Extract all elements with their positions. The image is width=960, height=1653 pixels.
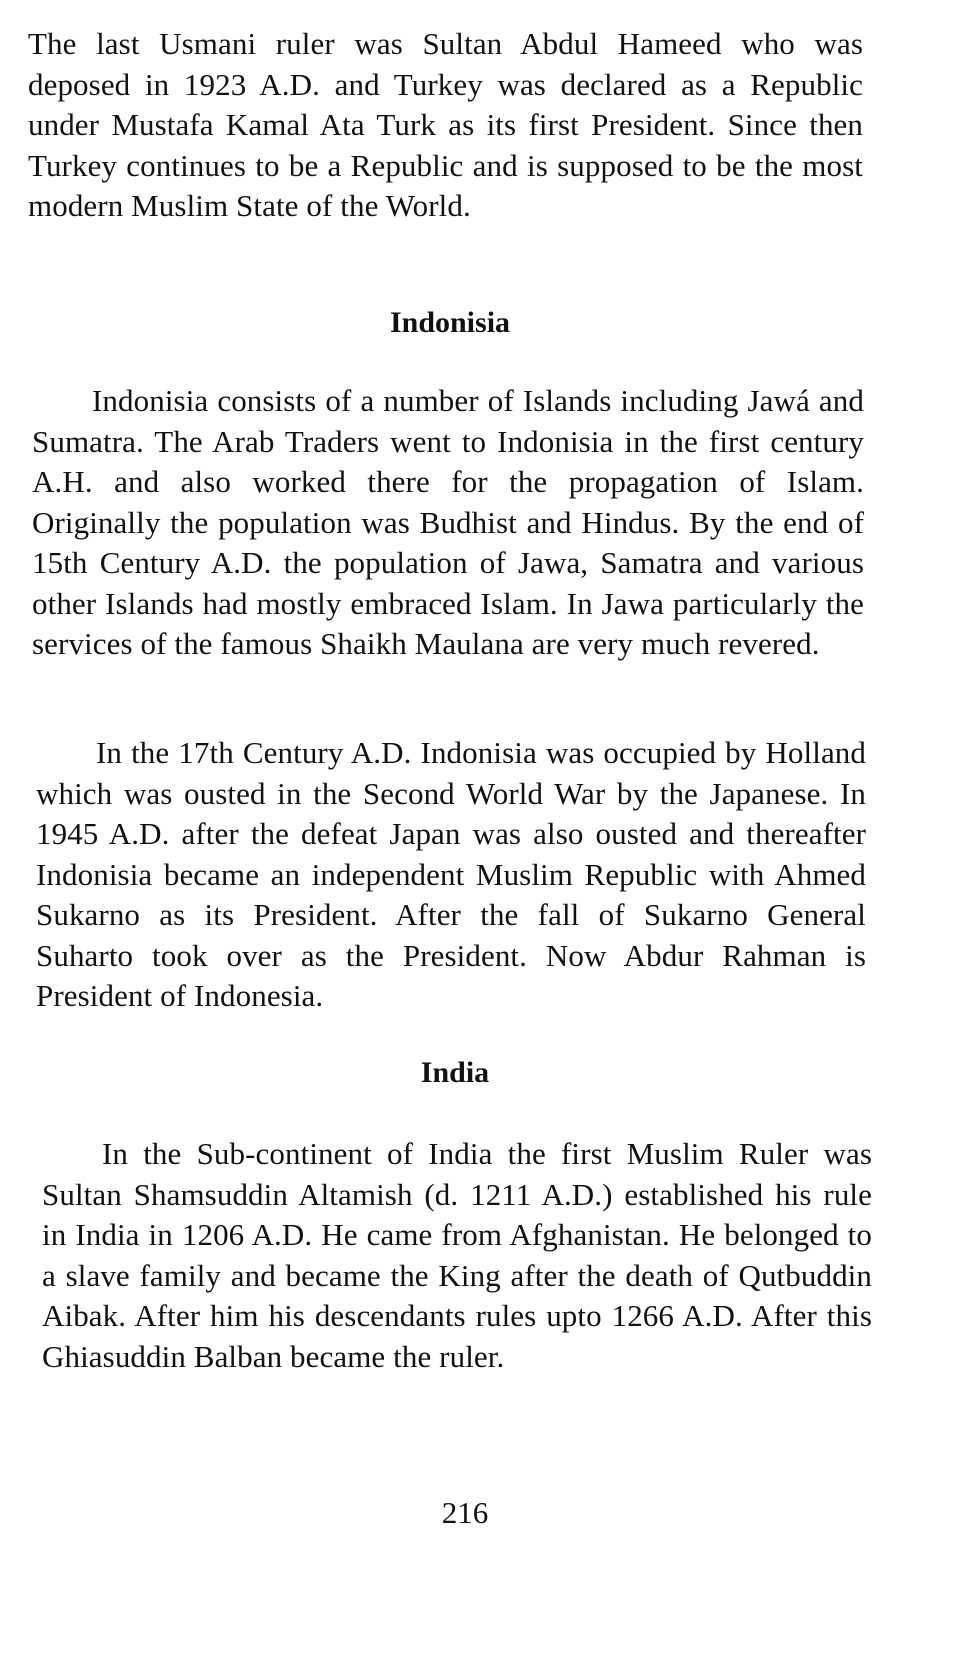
heading-india: India: [420, 1056, 490, 1089]
paragraph-indonisia-history: In the 17th Century A.D. Indonisia was occupied by Holland which was ousted in the Second World War by the Japanese. In 1945 A.D. after the defeat Japan was also ousted and thereafter Indonisia became an independent Muslim Republic with Ahmed Sukarno as its President. After the fall of Sukarno General Suharto took over as the President. Now Abdur Rahman is President of Indonesia.: [36, 735, 866, 1013]
paragraph-turkey-republic: The last Usmani ruler was Sultan Abdul Hameed who was deposed in 1923 A.D. and Turkey was declared as a Republic under Mustafa Kamal Ata Turk as its first President. Since then Turkey continues to be a Republic and is supposed to be the most modern Muslim State of the World.: [28, 26, 863, 223]
page-number: 216: [441, 1495, 489, 1530]
paragraph-indonisia-islands: Indonisia consists of a number of Islands including Jawá and Sumatra. The Arab Traders went to Indonisia in the first century A.H. and also worked there for the propagation of Islam. Originally the population was Budhist and Hindus. By the end of 15th Century A.D. the population of Jawa, Samatra and various other Islands had mostly embraced Islam. In Jawa particularly the services of the famous Shaikh Maulana are very much revered.: [32, 383, 864, 661]
paragraph-india-rulers: In the Sub-continent of India the first Muslim Ruler was Sultan Shamsuddin Altamish (d. 1211 A.D.) established his rule in India in 1206 A.D. He came from Afghanistan. He belonged to a slave family and became the King after the death of Qutbuddin Aibak. After him his descendants rules upto 1266 A.D. After this Ghiasuddin Balban became the ruler.: [42, 1136, 872, 1374]
heading-indonisia: Indonisia: [389, 306, 511, 339]
